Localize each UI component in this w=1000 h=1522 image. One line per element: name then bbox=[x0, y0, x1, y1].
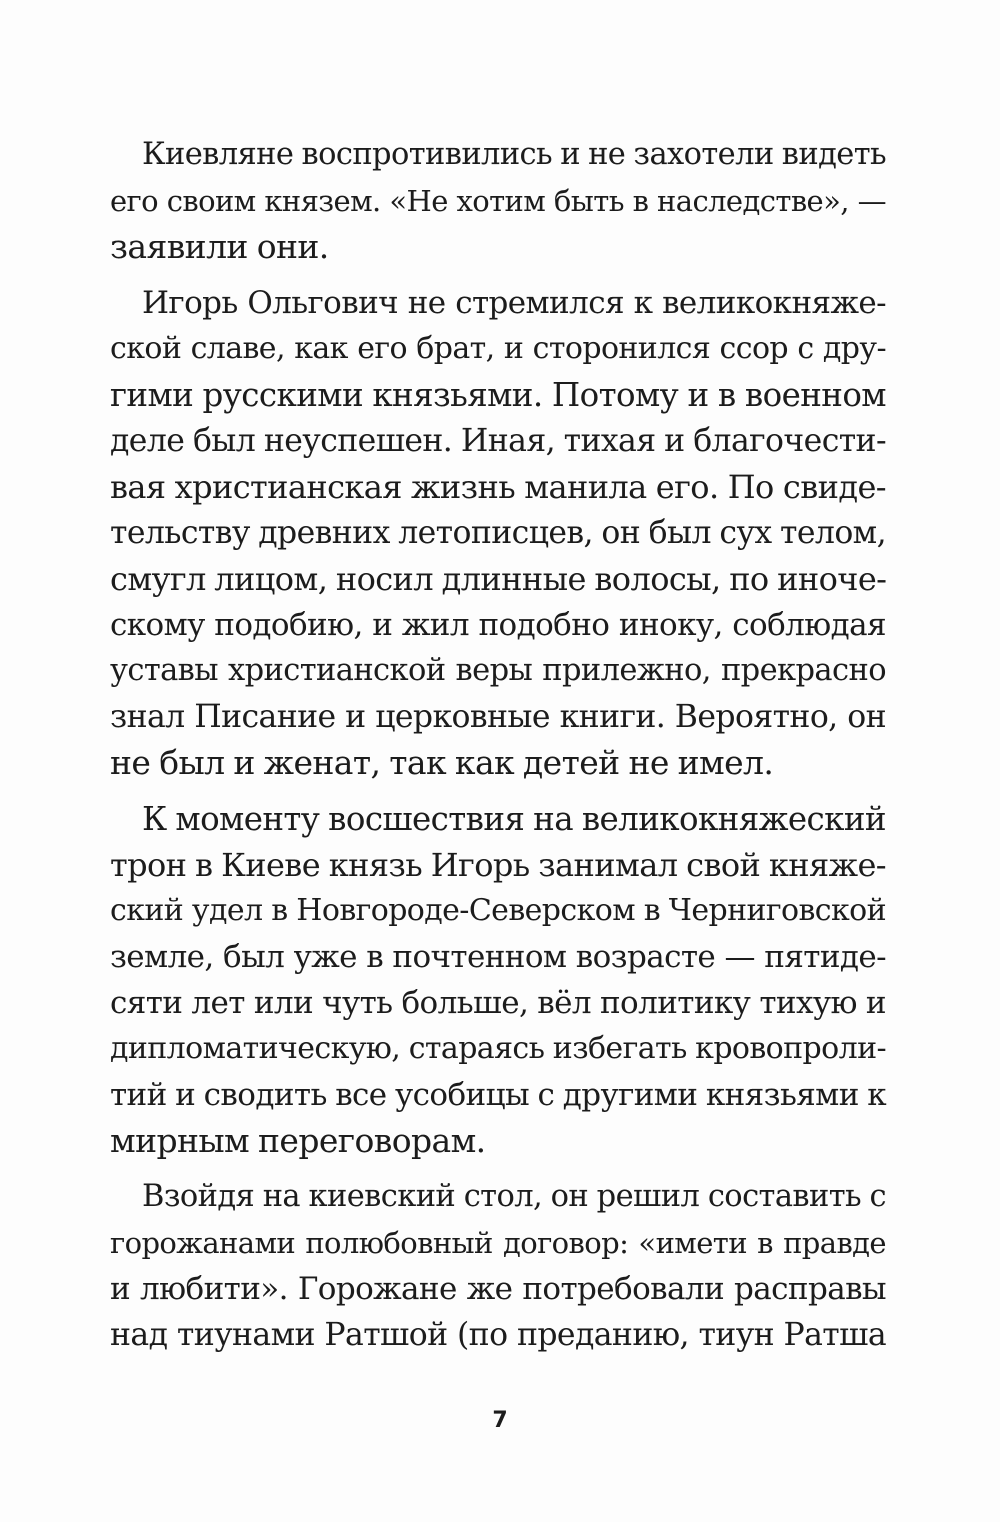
page-number: 7 bbox=[492, 1408, 508, 1433]
text-line: ской славе, как его брат, и сторонился ссор с дру- bbox=[110, 331, 886, 366]
text-line: вая христианская жизнь манила его. По свиде- bbox=[110, 468, 886, 506]
text-line: сяти лет или чуть больше, вёл политику тихую и bbox=[110, 985, 886, 1021]
paragraph bbox=[110, 796, 886, 1164]
text-line: Взойдя на киевский стол, он решил составить с bbox=[142, 1179, 886, 1214]
text-line: К моменту восшествия на великокняжеский bbox=[142, 800, 886, 838]
text-line: смугл лицом, носил длинные волосы, по иноче- bbox=[110, 560, 887, 598]
paragraph-gap bbox=[110, 1164, 886, 1174]
text-line: тий и сводить все усобицы с другими князьями к bbox=[110, 1077, 886, 1113]
text-line: Игорь Ольгович не стремился к великокняже- bbox=[142, 285, 886, 321]
paragraph bbox=[110, 132, 886, 270]
text-line: знал Писание и церковные книги. Вероятно, он bbox=[110, 699, 886, 735]
text-line: заявили они. bbox=[110, 227, 329, 266]
text-line: уставы христианской веры прилежно, прекрасно bbox=[110, 653, 886, 688]
text-line: мирным переговорам. bbox=[110, 1121, 486, 1160]
text-line: трон в Киеве князь Игорь занимал свой княже- bbox=[110, 846, 886, 884]
paragraph-gap bbox=[110, 786, 886, 796]
text-line: ский удел в Новгороде-Северском в Черниговской bbox=[110, 893, 886, 928]
body-text bbox=[110, 132, 886, 1358]
text-line: горожанами полюбовный договор: «имети в правде bbox=[110, 1226, 886, 1260]
text-line: дипломатическую, стараясь избегать кровопроли- bbox=[110, 1031, 886, 1066]
paragraph bbox=[110, 280, 886, 786]
text-line: Киевляне воспротивились и не захотели видеть bbox=[142, 137, 886, 172]
text-line: не был и женат, так как детей не имел. bbox=[110, 743, 774, 782]
text-line: тельству древних летописцев, он был сух телом, bbox=[110, 515, 886, 551]
text-line: его своим князем. «Не хотим быть в наследстве», — bbox=[110, 184, 886, 218]
paragraph bbox=[110, 1174, 886, 1358]
text-line: и любити». Горожане же потребовали расправы bbox=[110, 1271, 886, 1307]
text-line: скому подобию, и жил подобно иноку, соблюдая bbox=[110, 607, 886, 643]
text-line: деле был неуспешен. Иная, тихая и благочести- bbox=[110, 423, 886, 459]
text-line: над тиунами Ратшой (по преданию, тиун Ратша bbox=[110, 1317, 886, 1353]
text-line: земле, был уже в почтенном возрасте — пятиде- bbox=[110, 939, 886, 975]
text-line: гими русскими князьями. Потому и в военном bbox=[110, 376, 886, 414]
paragraph-gap bbox=[110, 270, 886, 280]
